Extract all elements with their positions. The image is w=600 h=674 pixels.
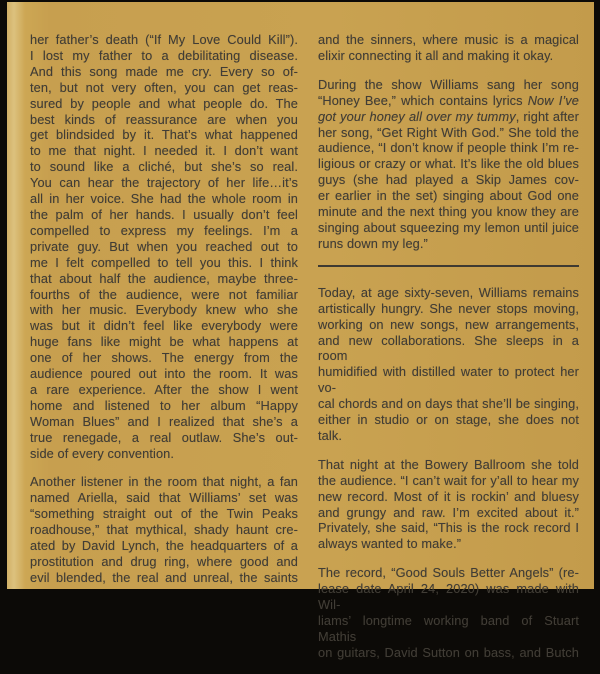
text-line xyxy=(318,645,579,661)
text-line xyxy=(318,412,579,444)
body-text: always wanted to make.” xyxy=(318,536,462,552)
text-line xyxy=(30,414,298,430)
text-line xyxy=(30,430,298,446)
text-line xyxy=(318,581,579,613)
body-text: new record. Most of it is rockin’ and bluesy xyxy=(318,488,579,504)
text-line xyxy=(318,109,579,125)
paragraph xyxy=(30,32,298,461)
body-text: that about half the audience, maybe three- xyxy=(30,270,298,286)
body-text: best kinds of reassurance are when you xyxy=(30,111,298,127)
text-line xyxy=(318,457,579,473)
text-line xyxy=(30,271,298,287)
right-column xyxy=(318,32,579,674)
text-line xyxy=(318,172,579,188)
body-text: You can hear the trajectory of her life…it’s xyxy=(30,175,298,191)
body-text: I lost my father to a debilitating disease. xyxy=(30,47,298,63)
left-column xyxy=(30,32,298,674)
text-line xyxy=(318,505,579,521)
text-line xyxy=(30,207,298,223)
text-line xyxy=(318,473,579,489)
body-text: Woman Blues” and I realized that she’s a xyxy=(30,413,298,429)
body-text: true renegade, a real outlaw. She’s out- xyxy=(30,429,298,445)
text-line xyxy=(318,77,579,93)
body-text: audience, “I don’t know if people think I’m re- xyxy=(318,140,579,156)
body-text: compelled to express my feelings. I’m a xyxy=(30,222,298,238)
text-line xyxy=(318,125,579,141)
text-line xyxy=(318,204,579,220)
body-text: ten, but not very often, you can get reas- xyxy=(30,79,298,95)
text-line xyxy=(30,382,298,398)
body-text: to me that night. I needed it. I don’t want xyxy=(30,143,298,159)
text-line xyxy=(318,48,579,64)
body-text: elixir connecting it all and making it okay. xyxy=(318,47,554,63)
text-line xyxy=(30,96,298,112)
text-line xyxy=(318,364,579,396)
body-text: huge fans like might be what happens at xyxy=(30,334,298,350)
body-text: home and listened to her album “Happy xyxy=(30,397,298,413)
text-line xyxy=(318,613,579,645)
text-line xyxy=(318,301,579,317)
text-line xyxy=(318,489,579,505)
text-line xyxy=(30,32,298,48)
body-text: sured by people and what people do. The xyxy=(30,95,298,111)
text-line xyxy=(318,317,579,333)
text-columns xyxy=(7,2,594,674)
text-line xyxy=(30,318,298,334)
body-text: artistically hungry. She never stops moving, xyxy=(318,300,579,316)
text-line xyxy=(318,32,579,48)
body-text: and the sinners, where music is a magical xyxy=(318,32,579,47)
text-line xyxy=(30,522,298,538)
text-line xyxy=(318,333,579,365)
body-text: a rare experience. After the show I went xyxy=(30,381,298,397)
text-line xyxy=(30,538,298,554)
text-line xyxy=(30,350,298,366)
text-line xyxy=(30,239,298,255)
text-line xyxy=(30,223,298,239)
body-text: private guy. But when you reached out to xyxy=(30,238,298,254)
body-text: get blindsided by it. That’s what happened xyxy=(30,127,298,143)
body-text: evil blended, the real and unreal, the saints xyxy=(30,569,298,585)
body-text: “something straight out of the Twin Peaks xyxy=(30,506,298,522)
body-text: prostitution and drug ring, where good and xyxy=(30,554,298,569)
text-line xyxy=(30,366,298,382)
text-line xyxy=(30,334,298,350)
body-text: singing about squeezing my lemon until juice xyxy=(318,219,579,235)
body-text: , right after xyxy=(515,108,579,124)
body-text: cal chords and on days that she’ll be singing, xyxy=(318,396,579,412)
section-divider xyxy=(318,265,579,267)
body-text: her father’s death (“If My Love Could Kill”). xyxy=(30,32,298,47)
text-line xyxy=(30,474,298,490)
body-text: fourths of the audience, were not familiar xyxy=(30,286,298,302)
body-text: roadhouse,” that mythical, shady haunt cre- xyxy=(30,522,298,538)
body-text: minute and the next thing you know they are xyxy=(318,204,579,220)
body-text: and grungy and raw. I’m excited about it.” xyxy=(318,504,579,520)
body-text: Another listener in the room that night, a fan xyxy=(30,474,298,490)
body-text: runs down my leg.” xyxy=(318,235,428,251)
body-text: guys (she had played a Skip James cov- xyxy=(318,172,579,188)
body-text: and new collaborations. She sleeps in a room xyxy=(318,332,579,364)
text-line xyxy=(318,156,579,172)
text-line xyxy=(318,188,579,204)
body-text: During the show Williams sang her song xyxy=(318,76,579,92)
text-line xyxy=(318,93,579,109)
text-line xyxy=(30,191,298,207)
body-text: either in studio or on stage, she does not talk. xyxy=(318,412,579,443)
text-line xyxy=(30,302,298,318)
body-text: the audience. “I can’t wait for y’all to hear my xyxy=(318,472,579,488)
text-line xyxy=(30,159,298,175)
body-text: working on new songs, new arrangements, xyxy=(318,316,579,332)
body-text: liams’ longtime working band of Stuart Mathis xyxy=(318,613,579,644)
text-line xyxy=(30,112,298,128)
body-text: ated by David Lynch, the headquarters of a xyxy=(30,538,298,554)
body-text: ligious or crazy or what. It’s like the old blues xyxy=(318,156,579,172)
body-text: “Honey Bee,” which contains lyrics xyxy=(318,92,528,108)
body-text: with her music. Everybody knew who she xyxy=(30,302,298,318)
body-text: the palm of her hands. I usually don’t feel xyxy=(30,206,298,222)
text-line xyxy=(30,175,298,191)
body-text: humidified with distilled water to protect her vo- xyxy=(318,364,579,396)
body-text: named Ariella, said that Williams’ set was xyxy=(30,490,298,506)
text-line xyxy=(30,48,298,64)
body-text: her song, “Get Right With God.” She told the xyxy=(318,124,579,140)
italic-lyric-text: Now I’ve xyxy=(527,92,580,108)
body-text: me I felt compelled to tell you this. I think xyxy=(30,254,298,270)
italic-lyric-text: got your honey all over my tummy xyxy=(318,108,516,124)
paragraph xyxy=(318,565,579,660)
paragraph xyxy=(318,285,579,444)
text-line xyxy=(318,565,579,581)
text-line xyxy=(318,285,579,301)
body-text: The record, “Good Souls Better Angels” (re- xyxy=(318,565,579,581)
body-text: to sound like a cliché, but she’s so real. xyxy=(30,159,298,175)
text-line xyxy=(318,140,579,156)
body-text: That night at the Bowery Ballroom she told xyxy=(318,456,579,472)
text-line xyxy=(30,143,298,159)
text-line xyxy=(318,396,579,412)
text-line xyxy=(318,520,579,536)
text-line xyxy=(30,490,298,506)
paragraph xyxy=(30,474,298,585)
text-line xyxy=(318,220,579,236)
booklet-page xyxy=(7,2,594,660)
body-text: on guitars, David Sutton on bass, and Butch xyxy=(318,644,579,660)
text-line xyxy=(318,236,579,252)
body-text: was but it didn’t feel like everybody were xyxy=(30,318,298,334)
body-text: er earlier in the set) singing about God one xyxy=(318,188,579,204)
text-line xyxy=(30,570,298,586)
paragraph xyxy=(318,32,579,64)
body-text: one of her shows. The energy from the xyxy=(30,350,298,366)
text-line xyxy=(30,64,298,80)
body-text: side of every convention. xyxy=(30,445,175,461)
text-line xyxy=(30,554,298,570)
text-line xyxy=(30,80,298,96)
text-line xyxy=(30,255,298,271)
text-line xyxy=(30,398,298,414)
paragraph xyxy=(318,457,579,552)
body-text: lease date April 24, 2020) was made with Wil- xyxy=(318,581,579,613)
paragraph xyxy=(318,77,579,252)
body-text: And this song made me cry. Every so of- xyxy=(30,63,298,79)
text-line xyxy=(30,287,298,303)
body-text: Privately, she said, “This is the rock record I xyxy=(318,520,579,536)
body-text: audience poured out into the room. It was xyxy=(30,366,298,382)
body-text: all in her voice. She had the whole room in xyxy=(30,191,298,207)
text-line xyxy=(30,446,298,462)
text-line xyxy=(30,506,298,522)
text-line xyxy=(30,127,298,143)
text-line xyxy=(318,536,579,552)
body-text: Today, at age sixty-seven, Williams remains xyxy=(318,284,579,300)
